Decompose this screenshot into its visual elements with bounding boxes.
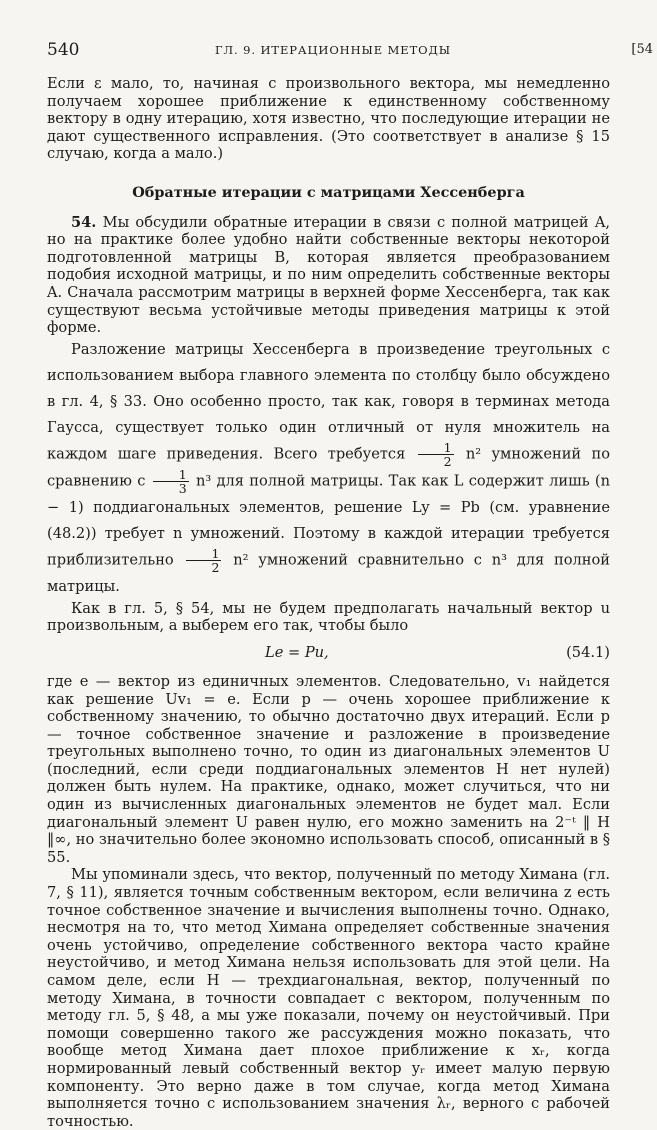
page-header: [47, 36, 657, 64]
fraction-one-half: [418, 441, 454, 468]
running-title: ГЛ. 9. ИТЕРАЦИОННЫЕ МЕТОДЫ: [215, 43, 451, 57]
frac-denominator: 2: [443, 453, 452, 469]
fraction-one-third: [153, 468, 189, 495]
paragraph-54-text: Мы обсудили обратные итерации в связи с полной матрицей A, но на практике более удобно найти собственные векторы некоторой подготовленной матрицы B, которая является преобразованием подобия исходной матрицы, и по ним определить собственные векторы A. Сначала рассмотрим матрицы в верхней форме Хессенберга, так как существуют весьма устойчивые методы приведения матрицы к этой форме.: [47, 213, 611, 337]
section-number: 54.: [71, 213, 97, 231]
paragraph-start-vector: Как в гл. 5, § 54, мы не будем предполагать начальный вектор u произвольным, а выберем его так, чтобы было: [47, 599, 610, 635]
section-heading: Обратные итерации с матрицами Хессенберга: [132, 183, 525, 201]
equation-formula: Le = Pu,: [265, 643, 329, 661]
frac-denominator: 2: [211, 559, 220, 575]
paragraph-54: [47, 214, 610, 337]
page-body: [47, 75, 610, 1130]
fraction-one-half: [186, 547, 222, 574]
paragraph-lu-decomposition: [47, 337, 610, 600]
section-marker: [54: [631, 42, 653, 57]
text-segment: n³ для полной матрицы. Так как L содержит лишь (n − 1) поддиагональных элементов, решение Ly = Pb (см. уравнение (48.2)) требует n умножений. Поэтому в каждой итерации требуется приблизительно: [47, 472, 611, 569]
text-segment: n² умножений по сравнению с: [47, 445, 610, 490]
frac-numerator: 1: [186, 547, 222, 561]
equation-54-1: [47, 635, 610, 673]
frac-numerator: 1: [153, 468, 189, 482]
equation-number: (54.1): [566, 643, 610, 661]
paragraph-unit-vector: где e — вектор из единичных элементов. Следовательно, v₁ найдется как решение Uv₁ = e. Если p — очень хорошее приближение к собственному значению, то обычно достаточно двух итераций. Если p — точное собственное значение и разложение в произведение треугольных выполнено точно, то один из диагональных элементов U (последний, если среди поддиагональных элементов H нет нулей) должен быть нулем. На практике, однако, может случиться, что ни один из вычисленных диагональных элементов не будет мал. Если диагональный элемент U равен нулю, его можно заменить на 2⁻ᵗ ‖ H ‖∞, но значительно более экономно использовать способ, описанный в § 55.: [47, 672, 610, 866]
text-segment: n² умножений сравнительно с n³ для полной матрицы.: [47, 551, 611, 595]
paragraph-hyman: Мы упоминали здесь, что вектор, полученный по методу Химана (гл. 7, § 11), является точным собственным вектором, если величина z есть точное собственное значение и вычисления выполнены точно. Однако, несмотря на то, что метод Химана определяет собственные значения очень устойчиво, определение собственного вектора часто крайне неустойчиво, и метод Химана нельзя использовать для этой цели. На самом деле, если H — трехдиагональная, вектор, полученный по методу Химана, в точности совпадает с вектором, полученным по методу гл. 5, § 48, а мы уже показали, почему он неустойчивый. При помощи совершенно такого же рассуждения можно показать, что вообще метод Химана дает плохое приближение к xᵣ, когда нормированный левый собственный вектор yᵣ имеет малую первую компоненту. Это верно даже в том случае, когда метод Химана выполняется точно с использованием значения λᵣ, верного с рабочей точностью.: [47, 866, 610, 1130]
frac-denominator: 3: [178, 480, 187, 496]
text-segment: Разложение матрицы Хессенберга в произведение треугольных с использованием выбора главного элемента по столбцу было обсуждено в гл. 4, § 33. Оно особенно просто, так как, говоря в терминах метода Гаусса, существует только один отличный от нуля множитель на каждом шаге приведения. Всего требуется: [47, 340, 610, 463]
page-number: 540: [47, 40, 80, 60]
paragraph-intro: Если ε мало, то, начиная с произвольного вектора, мы немедленно получаем хорошее приближение к единственному собственному вектору в одну итерацию, хотя известно, что последующие итерации не дают существенного исправления. (Это соответствует в анализе § 15 случаю, когда a мало.): [47, 75, 610, 163]
frac-numerator: 1: [418, 441, 454, 455]
